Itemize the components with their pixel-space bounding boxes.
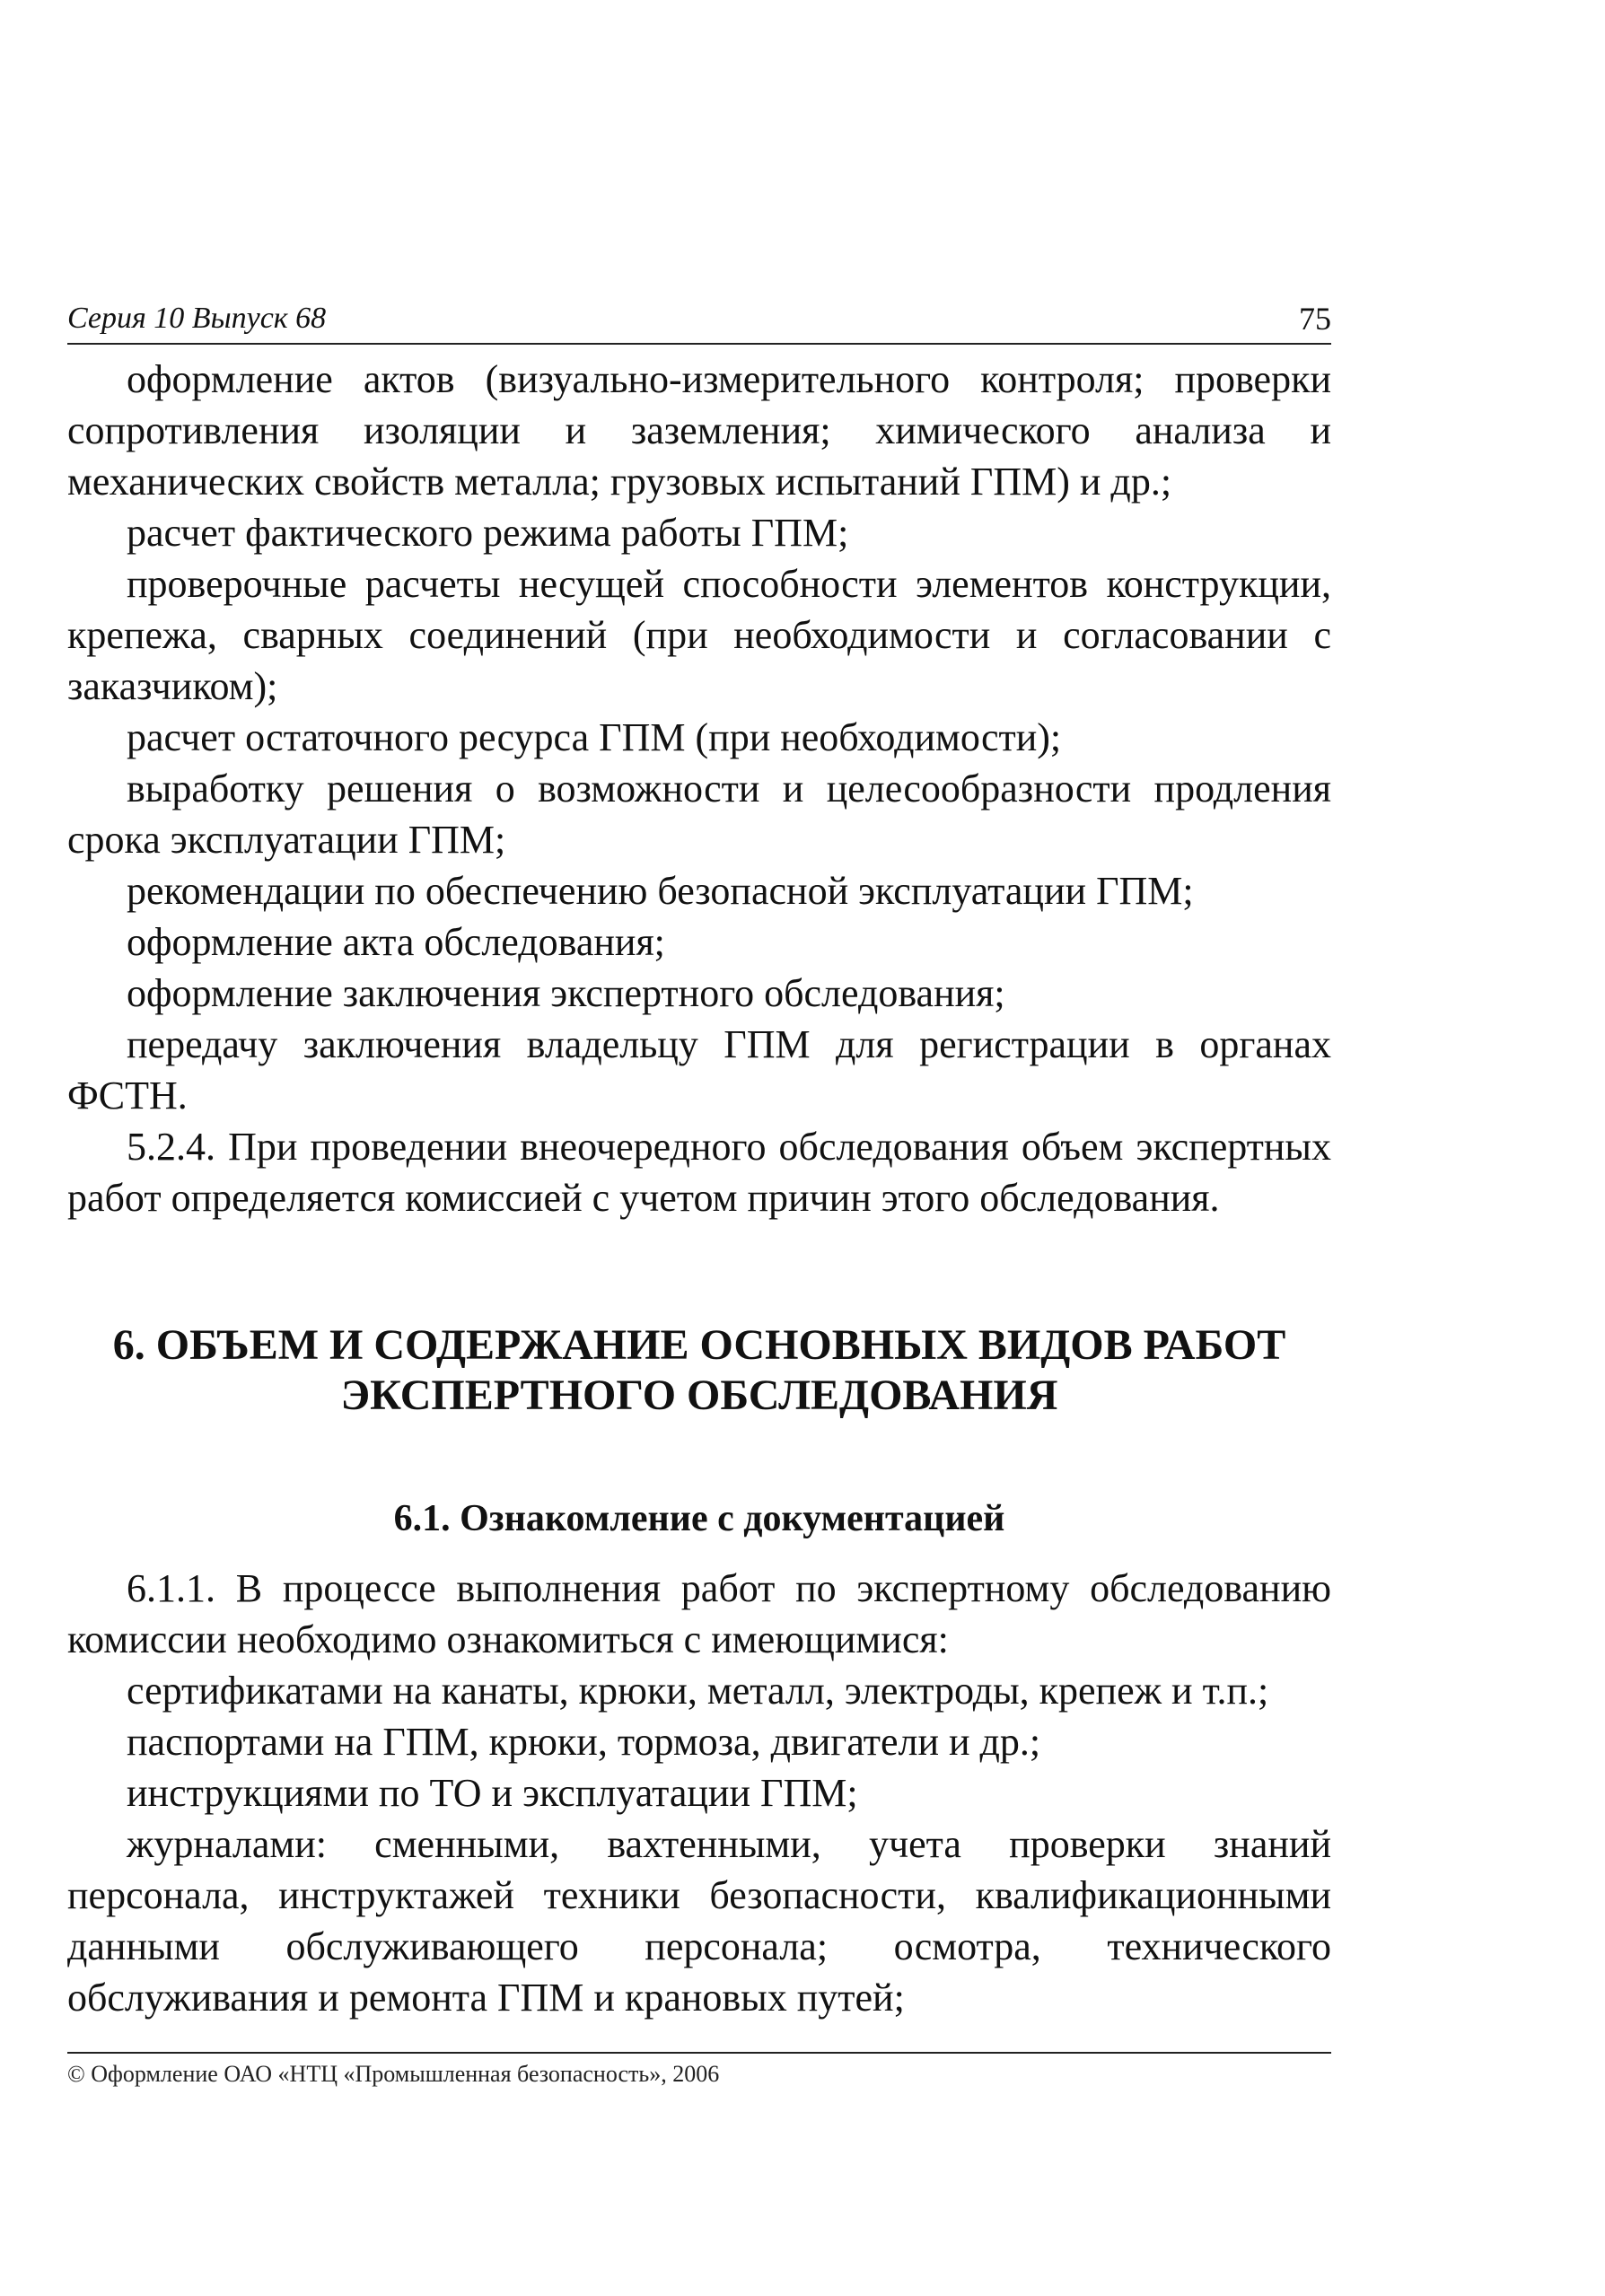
paragraph: расчет остаточного ресурса ГПМ (при необходимости);: [127, 715, 1062, 759]
paragraph: паспортами на ГПМ, крюки, тормоза, двигатели и др.;: [127, 1720, 1041, 1764]
page-number: 75: [1299, 301, 1331, 337]
paragraph: оформление актов (визуально-измерительного контроля; проверки сопротивления изоляции и заземления; химического анализа и механических свойств металла; грузовых испытаний ГПМ) и др.;: [67, 357, 1331, 504]
paragraph: расчет фактического режима работы ГПМ;: [127, 511, 849, 555]
subsection-heading: 6.1. Ознакомление с документацией: [393, 1498, 1005, 1539]
document-page: [67, 296, 1331, 2023]
page-footer: [67, 2052, 1331, 2088]
copyright-notice: © Оформление ОАО «НТЦ «Промышленная безопасность», 2006: [67, 2061, 720, 2087]
paragraph: проверочные расчеты несущей способности элементов конструкции, крепежа, сварных соединений (при необходимости и согласовании с заказчиком);: [67, 562, 1331, 708]
paragraph: 6.1.1. В процессе выполнения работ по экспертному обследованию комиссии необходимо ознакомиться с имеющимися:: [67, 1566, 1331, 1661]
paragraph: журналами: сменными, вахтенными, учета проверки знаний персонала, инструктажей техники безопасности, квалификационными данными обслуживающего персонала; осмотра, технического обслуживания и ремонта ГПМ и крановых путей;: [67, 1822, 1331, 2020]
paragraph: сертификатами на канаты, крюки, металл, электроды, крепеж и т.п.;: [127, 1669, 1269, 1713]
running-header: [67, 296, 1331, 345]
series-title: Серия 10 Выпуск 68: [67, 302, 327, 335]
body-text-before: [67, 354, 1331, 1223]
paragraph: 5.2.4. При проведении внеочередного обследования объем экспертных работ определяется комиссией с учетом причин этого обследования.: [67, 1125, 1331, 1220]
paragraph: рекомендации по обеспечению безопасной эксплуатации ГПМ;: [127, 869, 1194, 913]
paragraph: оформление заключения экспертного обследования;: [127, 971, 1005, 1015]
section-heading: [67, 1320, 1331, 1421]
section-heading-line: ЭКСПЕРТНОГО ОБСЛЕДОВАНИЯ: [340, 1371, 1058, 1419]
paragraph: инструкциями по ТО и эксплуатации ГПМ;: [127, 1771, 858, 1815]
paragraph: передачу заключения владельцу ГПМ для регистрации в органах ФСТН.: [67, 1022, 1331, 1117]
paragraph: выработку решения о возможности и целесообразности продления срока эксплуатации ГПМ;: [67, 767, 1331, 862]
section-heading-line: 6. ОБЪЕМ И СОДЕРЖАНИЕ ОСНОВНЫХ ВИДОВ РАБОТ: [112, 1321, 1286, 1369]
body-text-after: [67, 1563, 1331, 2023]
paragraph: оформление акта обследования;: [127, 920, 665, 964]
